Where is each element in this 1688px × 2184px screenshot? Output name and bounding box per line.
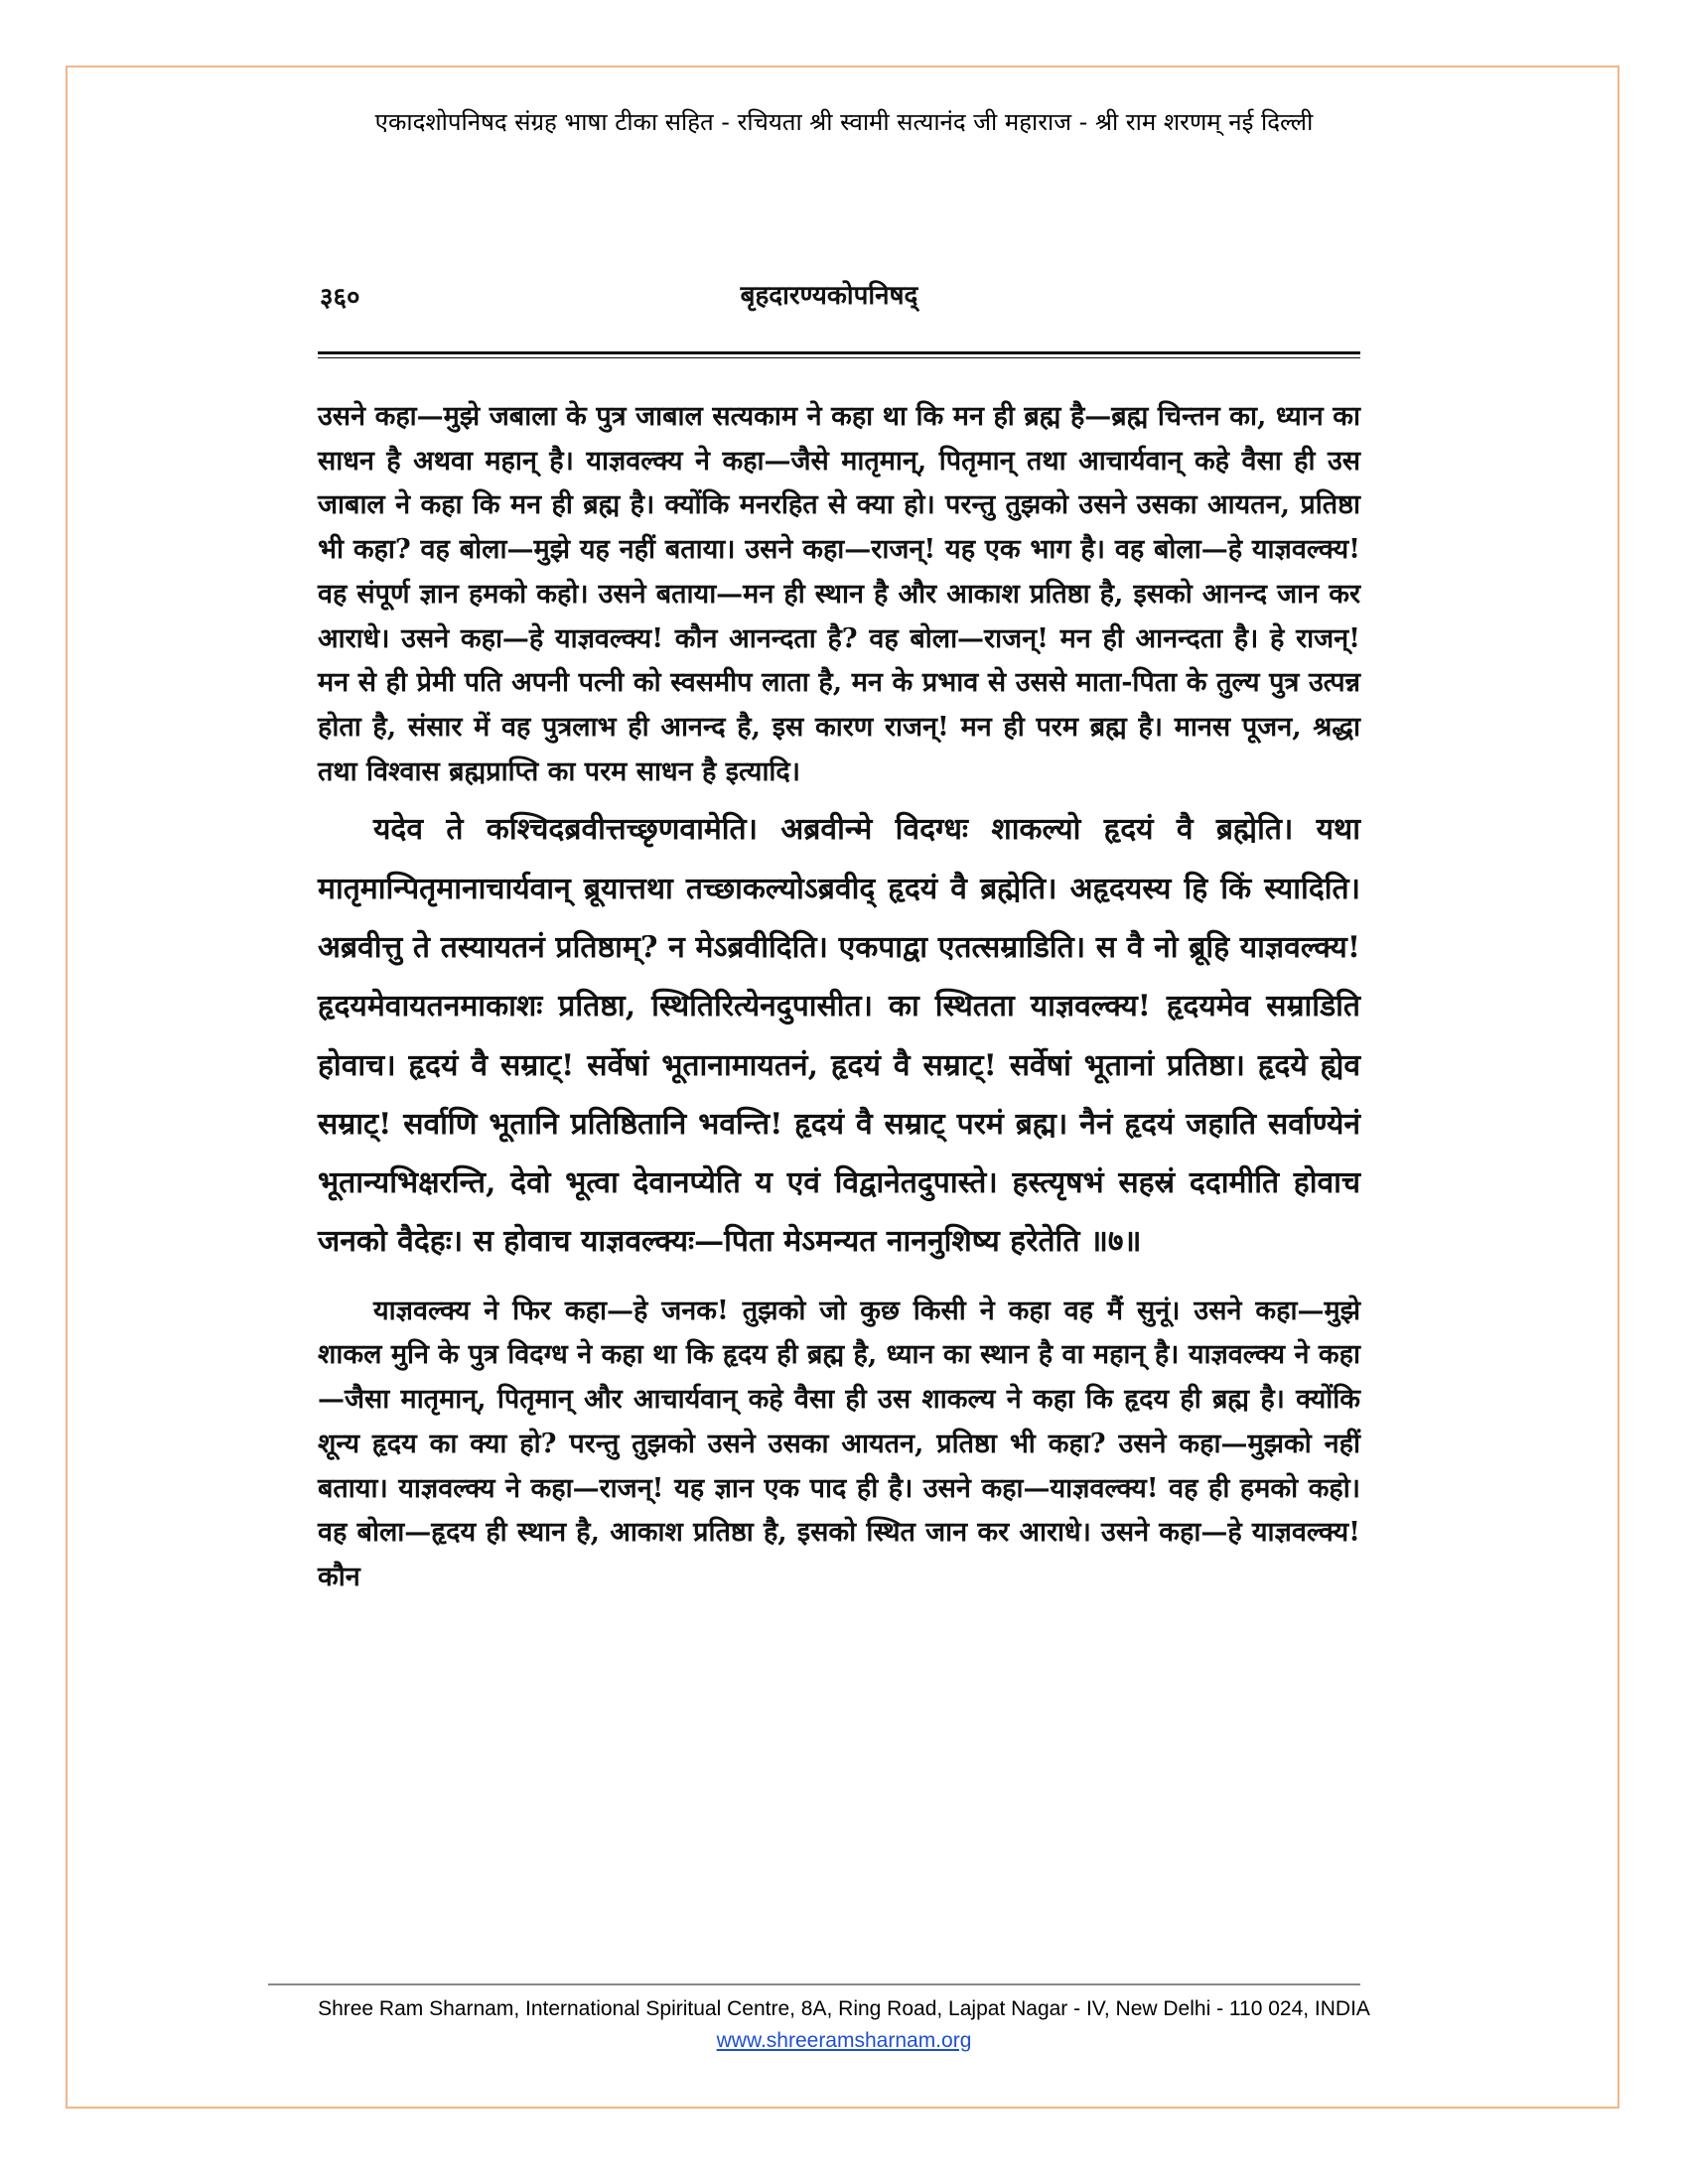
footer-rule [268,1983,1360,1985]
book-title: बृहदारण्यकोपनिषद् [740,281,918,311]
scanned-page [298,268,1360,1946]
sanskrit-verse: यदेव ते कश्चिदब्रवीत्तच्छृणवामेति। अब्रवीन्मे विदग्धः शाकल्यो हृदयं वै ब्रह्मेति। यथा मातृमान्पितृमानाचार्यवान् ब्रूयात्तथा तच्छाकल्योऽब्रवीद् हृदयं वै ब्रह्मेति। अहृदयस्य हि किं स्यादिति। अब्रवीत्तु ते तस्यायतनं प्रतिष्ठाम्? न मेऽब्रवीदिति। एकपाद्वा एतत्सम्राडिति। स वै नो ब्रूहि याज्ञवल्क्य! हृदयमेवायतनमाकाशः प्रतिष्ठा, स्थितिरित्येनदुपासीत। का स्थितता याज्ञवल्क्य! हृदयमेव सम्राडिति होवाच। हृदयं वै सम्राट्! सर्वेषां भूतानामायतनं, हृदयं वै सम्राट्! सर्वेषां भूतानां प्रतिष्ठा। हृदये ह्येव सम्राट्! सर्वाणि भूतानि प्रतिष्ठितानि भवन्ति! हृदयं वै सम्राट् परमं ब्रह्म। नैनं हृदयं जहाति सर्वाण्येनं भूतान्यभिक्षरन्ति, देवो भूत्वा देवानप्येति य एवं विद्वानेतदुपास्ते। हस्त्यृषभं सहस्रं ददामीति होवाच जनको वैदेहः। स होवाच याज्ञवल्क्यः—पिता मेऽमन्यत नाननुशिष्य हरेतेति ॥७॥ [318,812,1360,1260]
page-number: ३६० [320,283,360,313]
commentary-paragraph: उसने कहा—मुझे जबाला के पुत्र जाबाल सत्यकाम ने कहा था कि मन ही ब्रह्म है—ब्रह्म चिन्तन का, ध्यान का साधन है अथवा महान् है। याज्ञवल्क्य ने कहा—जैसे मातृमान्, पितृमान् तथा आचार्यवान् कहे वैसा ही उस जाबाल ने कहा कि मन ही ब्रह्म है। क्योंकि मनरहित से क्या हो। परन्तु तुझको उसने उसका आयतन, प्रतिष्ठा भी कहा? वह बोला—मुझे यह नहीं बताया। उसने कहा—राजन्! यह एक भाग है। वह बोला—हे याज्ञवल्क्य! वह संपूर्ण ज्ञान हमको कहो। उसने बताया—मन ही स्थान है और आकाश प्रतिष्ठा है, इसको आनन्द जान कर आराधे। उसने कहा—हे याज्ञवल्क्य! कौन आनन्दता है? वह बोला—राजन्! मन ही आनन्दता है। हे राजन्! मन से ही प्रेमी पति अपनी पत्नी को स्वसमीप लाता है, मन के प्रभाव से उससे माता-पिता के तुल्य पुत्र उत्पन्न होता है, संसार में वह पुत्रलाभ ही आनन्द है, इस कारण राजन्! मन ही परम ब्रह्म है। मानस पूजन, श्रद्धा तथा विश्वास ब्रह्मप्राप्ति का परम साधन है इत्यादि। [318,401,1360,787]
footer-address: Shree Ram Sharnam, International Spiritual Centre, 8A, Ring Road, Lajpat Nagar - IV, New Delhi - 110 024, INDIA [318,1997,1370,2020]
footer-link[interactable]: www.shreeramsharnam.org [716,2029,972,2052]
header-rule-thin [318,357,1360,358]
commentary-paragraph: याज्ञवल्क्य ने फिर कहा—हे जनक! तुझको जो कुछ किसी ने कहा वह मैं सुनूं। उसने कहा—मुझे शाकल मुनि के पुत्र विदग्ध ने कहा था कि हृदय ही ब्रह्म है, ध्यान का स्थान है वा महान् है। याज्ञवल्क्य ने कहा—जैसा मातृमान्, पितृमान् और आचार्यवान् कहे वैसा ही उस शाकल्य ने कहा कि हृदय ही ब्रह्म है। क्योंकि शून्य हृदय का क्या हो? परन्तु तुझको उसने उसका आयतन, प्रतिष्ठा भी कहा? उसने कहा—मुझको नहीं बताया। याज्ञवल्क्य ने कहा—राजन्! यह ज्ञान एक पाद ही है। उसने कहा—याज्ञवल्क्य! वह ही हमको कहो। वह बोला—हृदय ही स्थान है, आकाश प्रतिष्ठा है, इसको स्थित जान कर आराधे। उसने कहा—हे याज्ञवल्क्य! कौन [318,1295,1360,1592]
header-rule-thick [318,351,1360,354]
document-header: एकादशोपनिषद संग्रह भाषा टीका सहित - रचियता श्री स्वामी सत्यानंद जी महाराज - श्री राम शरणम् नई दिल्ली [374,108,1314,136]
body-text [318,395,1360,1600]
running-head [298,268,1360,318]
